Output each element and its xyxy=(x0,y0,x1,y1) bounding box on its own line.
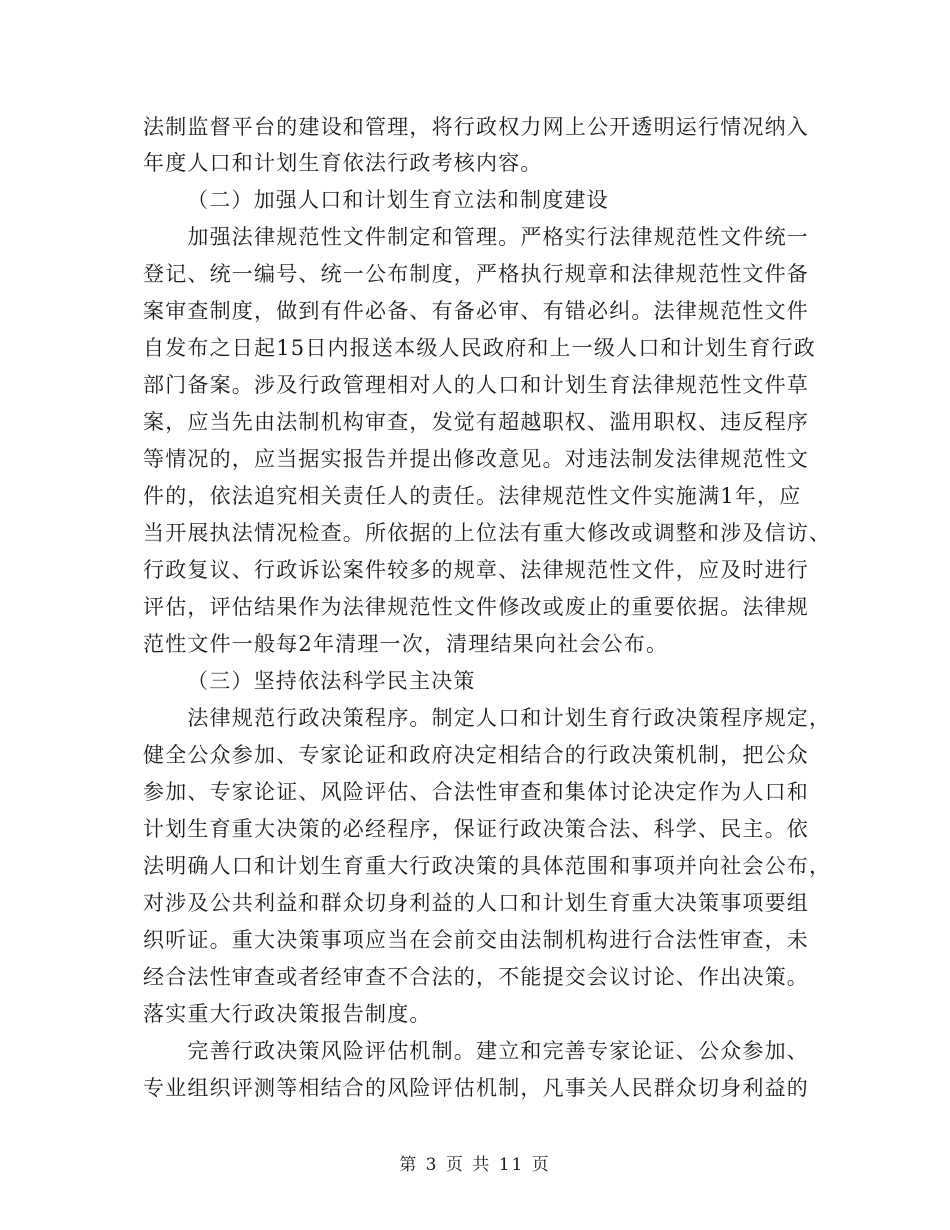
body-line: 部门备案。涉及行政管理相对人的人口和计划生育法律规范性文件草 xyxy=(143,373,809,397)
body-line: 法明确人口和计划生育重大行政决策的具体范围和事项并向社会公布， xyxy=(143,854,832,878)
body-line: 等情况的，应当据实报告并提出修改意见。对违法制发法律规范性文 xyxy=(143,447,809,471)
body-line: 自发布之日起15日内报送本级人民政府和上一级人口和计划生育行政 xyxy=(143,336,816,360)
body-line: 年度人口和计划生育依法行政考核内容。 xyxy=(143,151,543,175)
body-line: 评估，评估结果作为法律规范性文件修改或废止的重要依据。法律规 xyxy=(143,595,809,619)
body-line: 案，应当先由法制机构审查，发觉有超越职权、滥用职权、违反程序 xyxy=(143,410,809,434)
body-line: 完善行政决策风险评估机制。建立和完善专家论证、公众参加、 xyxy=(143,1039,809,1063)
body-line: 落实重大行政决策报告制度。 xyxy=(143,1002,432,1026)
body-line: 计划生育重大决策的必经程序，保证行政决策合法、科学、民主。依 xyxy=(143,817,809,841)
body-line: 专业组织评测等相结合的风险评估机制，凡事关人民群众切身利益的 xyxy=(143,1076,809,1100)
body-line: 当开展执法情况检查。所依据的上位法有重大修改或调整和涉及信访、 xyxy=(143,521,832,545)
body-line: 织听证。重大决策事项应当在会前交由法制机构进行合法性审查，未 xyxy=(143,928,809,952)
page-footer: 第 3 页 共 11 页 xyxy=(399,1155,551,1175)
body-line: 范性文件一般每2年清理一次，清理结果向社会公布。 xyxy=(143,632,669,656)
body-line: 行政复议、行政诉讼案件较多的规章、法律规范性文件，应及时进行 xyxy=(143,558,809,582)
body-line: 法律规范行政决策程序。制定人口和计划生育行政决策程序规定， xyxy=(143,706,832,730)
body-line: 经合法性审查或者经审查不合法的，不能提交会议讨论、作出决策。 xyxy=(143,965,809,989)
body-line: 对涉及公共利益和群众切身利益的人口和计划生育重大决策事项要组 xyxy=(143,891,809,915)
section-heading: （二）加强人口和计划生育立法和制度建设 xyxy=(187,188,609,212)
body-line: 参加、专家论证、风险评估、合法性审查和集体讨论决定作为人口和 xyxy=(143,780,809,804)
section-heading: （三）坚持依法科学民主决策 xyxy=(187,669,476,693)
body-line: 案审查制度，做到有件必备、有备必审、有错必纠。法律规范性文件 xyxy=(143,299,809,323)
body-line: 登记、统一编号、统一公布制度，严格执行规章和法律规范性文件备 xyxy=(143,262,809,286)
body-line: 健全公众参加、专家论证和政府决定相结合的行政决策机制，把公众 xyxy=(143,743,809,767)
body-line: 加强法律规范性文件制定和管理。严格实行法律规范性文件统一 xyxy=(143,225,809,249)
body-line: 件的，依法追究相关责任人的责任。法律规范性文件实施满1年，应 xyxy=(143,484,802,508)
body-line: 法制监督平台的建设和管理，将行政权力网上公开透明运行情况纳入 xyxy=(143,115,809,139)
